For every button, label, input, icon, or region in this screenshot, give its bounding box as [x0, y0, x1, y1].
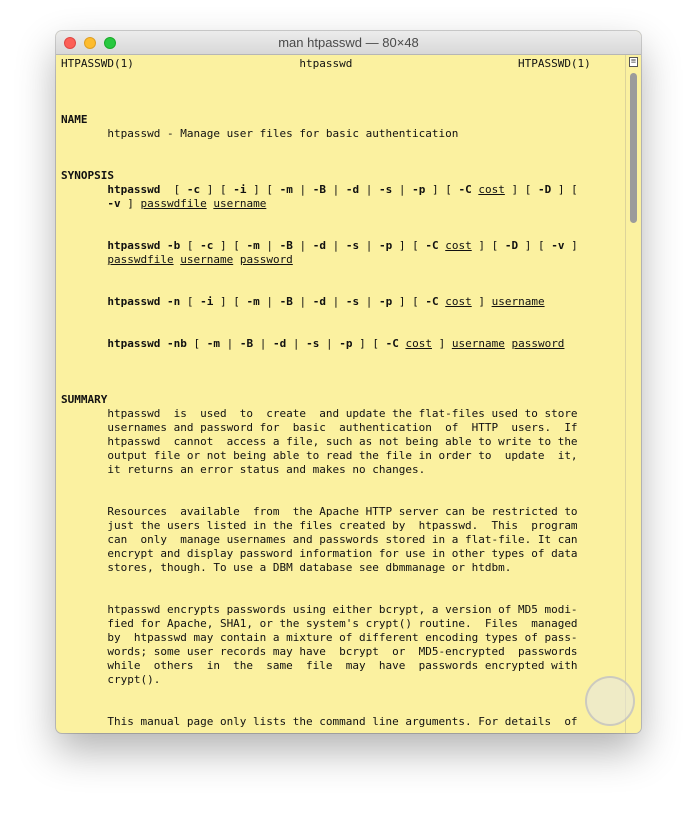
man-text — [61, 239, 107, 252]
man-text: ] [ — [425, 183, 459, 196]
man-bold-text: -p — [339, 337, 353, 350]
man-text: by htpasswd may contain a mixture of different encoding types of pass- — [61, 631, 578, 644]
man-underlined-text: username — [451, 337, 505, 350]
man-text: HTPASSWD(1) htpasswd HTPASSWD(1) — [61, 57, 591, 70]
man-text: | — [253, 337, 273, 350]
man-bold-text: -s — [306, 337, 320, 350]
man-bold-text: htpasswd — [107, 183, 161, 196]
man-bold-text: -s — [345, 239, 360, 252]
window-title: man htpasswd — 80×48 — [278, 35, 419, 50]
man-text: ] — [120, 197, 141, 210]
man-line — [61, 449, 621, 463]
man-text: | — [325, 239, 346, 252]
man-text: [ — [160, 183, 187, 196]
man-bold-text: -p — [378, 295, 393, 308]
man-line — [61, 169, 621, 183]
man-bold-text: -B — [279, 295, 293, 308]
man-underlined-text: cost — [405, 337, 432, 350]
man-line — [61, 659, 621, 673]
man-bold-text: -D — [537, 183, 552, 196]
man-bold-text: SYNOPSIS — [61, 169, 114, 182]
man-line — [61, 197, 621, 211]
man-text: | — [319, 337, 340, 350]
man-line — [61, 673, 621, 687]
man-bold-text: -d — [345, 183, 360, 196]
man-text: ] [ — [471, 239, 505, 252]
man-text: | — [259, 239, 280, 252]
man-text: ] [ — [518, 239, 552, 252]
list-icon[interactable]: ≡ — [630, 57, 637, 65]
man-bold-text: -B — [279, 239, 293, 252]
man-line — [61, 645, 621, 659]
man-bold-text: -m — [206, 337, 220, 350]
man-line — [61, 127, 621, 141]
man-text: ] [ — [213, 239, 247, 252]
man-underlined-text: username — [491, 295, 545, 308]
man-text: while others in the same file may have passwords encrypted with — [61, 659, 578, 672]
watermark-logo — [585, 676, 635, 726]
man-bold-text: -D — [504, 239, 519, 252]
man-text: ] — [431, 337, 452, 350]
man-text: htpasswd - Manage user files for basic authentication — [61, 127, 459, 140]
man-bold-text: -b — [166, 239, 181, 252]
man-text — [61, 183, 107, 196]
man-underlined-text: passwdfile — [107, 253, 174, 266]
man-text: | — [259, 295, 280, 308]
man-text: just the users listed in the files created by htpasswd. This program — [61, 519, 578, 532]
man-text: ] [ — [504, 183, 538, 196]
man-line — [61, 505, 621, 519]
man-text — [233, 253, 240, 266]
man-bold-text: -n — [166, 295, 181, 308]
man-text: ] [ — [246, 183, 280, 196]
man-text: | — [359, 295, 379, 308]
man-underlined-text: passwdfile — [140, 197, 207, 210]
man-line — [61, 631, 621, 645]
vertical-scrollbar[interactable] — [625, 55, 641, 733]
man-bold-text: -s — [345, 295, 360, 308]
man-underlined-text: username — [213, 197, 267, 210]
man-underlined-text: cost — [445, 295, 472, 308]
man-text: [ — [180, 295, 201, 308]
man-line — [61, 715, 621, 729]
scrollbar-thumb[interactable] — [630, 73, 637, 223]
man-bold-text: -v — [107, 197, 121, 210]
man-text: htpasswd cannot access a file, such as not being able to write to the — [61, 435, 578, 448]
man-line — [61, 337, 621, 351]
man-text: | — [392, 183, 413, 196]
man-line — [61, 113, 621, 127]
man-text: ] [ — [200, 183, 234, 196]
man-text: can only manage usernames and passwords stored in a flat-file. It can — [61, 533, 578, 546]
man-bold-text: SUMMARY — [61, 393, 108, 406]
man-text: [ — [186, 337, 207, 350]
man-line — [61, 239, 621, 253]
man-text — [61, 295, 107, 308]
man-line — [61, 463, 621, 477]
man-bold-text: -p — [378, 239, 393, 252]
man-text: stores, though. To use a DBM database see dbmmanage or htdbm. — [61, 561, 512, 574]
man-text: encrypt and display password information for use in other types of data — [61, 547, 578, 560]
man-text: | — [292, 239, 313, 252]
man-line — [61, 547, 621, 561]
man-underlined-text: username — [180, 253, 234, 266]
man-bold-text: NAME — [61, 113, 88, 126]
man-bold-text: -B — [312, 183, 326, 196]
man-text: ] [ — [551, 183, 578, 196]
man-line — [61, 57, 621, 71]
man-text: | — [325, 183, 346, 196]
man-bold-text: -m — [246, 295, 260, 308]
man-text — [61, 337, 107, 350]
man-text: | — [292, 183, 313, 196]
man-text: it returns an error status and makes no changes. — [61, 463, 426, 476]
man-bold-text: -i — [233, 183, 247, 196]
man-text: words; some user records may have bcrypt or MD5-encrypted passwords — [61, 645, 578, 658]
man-underlined-text: password — [511, 337, 565, 350]
man-line — [61, 533, 621, 547]
man-text: fied for Apache, SHA1, or the system's crypt() routine. Files managed — [61, 617, 578, 630]
man-text: This manual page only lists the command line arguments. For details of — [61, 715, 578, 728]
man-bold-text: -c — [186, 183, 201, 196]
man-line — [61, 421, 621, 435]
man-text: | — [292, 295, 313, 308]
man-line — [61, 603, 621, 617]
man-page-content[interactable] — [56, 55, 625, 733]
man-bold-text: -c — [200, 239, 214, 252]
man-text — [160, 295, 167, 308]
title-bar[interactable] — [56, 31, 641, 55]
man-bold-text: -i — [200, 295, 214, 308]
terminal-window — [56, 31, 641, 733]
man-line — [61, 519, 621, 533]
man-underlined-text: cost — [478, 183, 505, 196]
man-bold-text: htpasswd — [107, 239, 161, 252]
man-text: Resources available from the Apache HTTP server can be restricted to — [61, 505, 578, 518]
man-bold-text: htpasswd — [107, 337, 161, 350]
man-line — [61, 393, 621, 407]
man-text — [160, 337, 167, 350]
man-underlined-text: password — [239, 253, 293, 266]
man-bold-text: -C — [425, 239, 439, 252]
man-text: output file or not being able to read the file in order to update it, — [61, 449, 578, 462]
man-bold-text: -C — [425, 295, 439, 308]
man-text — [160, 239, 167, 252]
man-bold-text: -C — [458, 183, 472, 196]
man-text: | — [359, 183, 379, 196]
man-line — [61, 407, 621, 421]
man-bold-text: -B — [239, 337, 254, 350]
man-bold-text: -p — [412, 183, 426, 196]
man-bold-text: -d — [312, 295, 326, 308]
man-text — [61, 253, 107, 266]
man-bold-text: -v — [551, 239, 565, 252]
man-text: ] [ — [392, 239, 426, 252]
man-line — [61, 435, 621, 449]
man-text — [61, 197, 107, 210]
man-bold-text: -s — [378, 183, 393, 196]
man-line — [61, 183, 621, 197]
man-line — [61, 561, 621, 575]
man-line — [61, 617, 621, 631]
man-text: | — [325, 295, 346, 308]
man-text: ] — [471, 295, 492, 308]
man-text: | — [219, 337, 240, 350]
man-bold-text: -nb — [166, 337, 187, 350]
man-text: | — [359, 239, 379, 252]
man-text: ] — [564, 239, 578, 252]
man-bold-text: -d — [272, 337, 287, 350]
man-text: ] [ — [352, 337, 386, 350]
man-text: | — [286, 337, 307, 350]
man-text: usernames and password for basic authentication of HTTP users. If — [61, 421, 578, 434]
man-bold-text: -m — [246, 239, 260, 252]
man-line — [61, 253, 621, 267]
man-text: ] [ — [392, 295, 426, 308]
man-bold-text: -m — [279, 183, 293, 196]
man-text: crypt(). — [61, 673, 161, 686]
man-text: htpasswd encrypts passwords using either bcrypt, a version of MD5 modi- — [61, 603, 578, 616]
man-text: [ — [180, 239, 201, 252]
man-text: ] [ — [213, 295, 247, 308]
man-bold-text: -d — [312, 239, 326, 252]
man-bold-text: -C — [385, 337, 399, 350]
man-bold-text: htpasswd — [107, 295, 161, 308]
man-underlined-text: cost — [445, 239, 472, 252]
man-line — [61, 295, 621, 309]
man-text: htpasswd is used to create and update the flat-files used to store — [61, 407, 578, 420]
